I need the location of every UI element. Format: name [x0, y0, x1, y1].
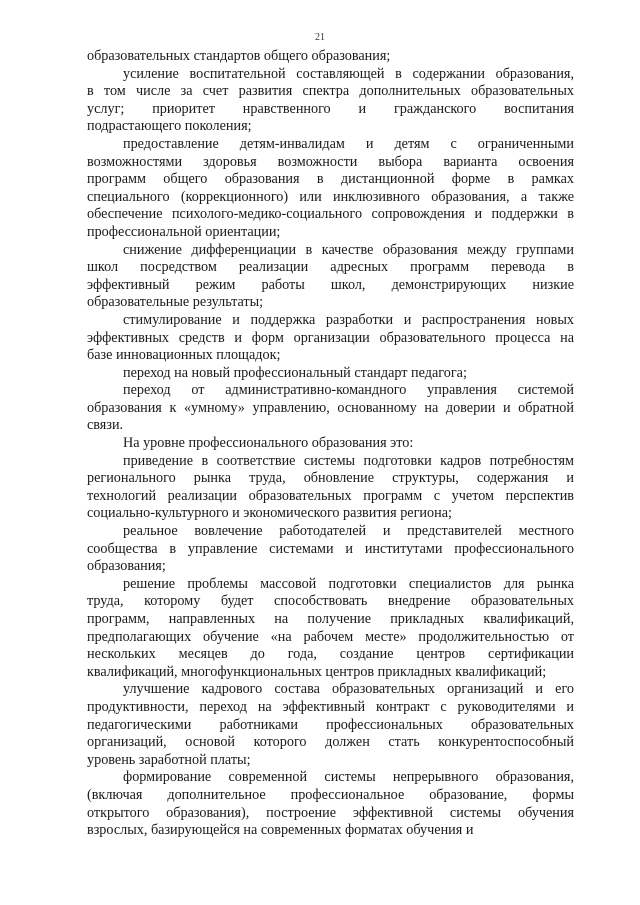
text-line: переход на новый профессиональный стандарт педагога;	[123, 364, 467, 381]
text-line: взрослых, базирующейся на современных форматах обучения и	[87, 822, 474, 839]
text-line: базе инновационных площадок;	[87, 347, 281, 364]
text-line: образовательные результаты;	[87, 294, 264, 311]
text-line: программ общего образования в дистанционной форме в рамках	[87, 171, 574, 188]
text-line: переход от административно-командного управления системой	[123, 382, 574, 399]
text-line: организаций, основой которого должен стать конкурентоспособный	[87, 734, 574, 751]
text-line: в том числе за счет развития спектра дополнительных образовательных	[87, 83, 574, 100]
text-line: формирование современной системы непрерывного образования,	[123, 769, 574, 786]
text-line: труда, которому будет способствовать внедрение образовательных	[87, 593, 574, 610]
text-line: связи.	[87, 417, 124, 434]
text-line: эффективный режим работы школ, демонстрирующих низкие	[87, 276, 574, 293]
paragraph	[87, 681, 574, 769]
text-line: уровень заработной платы;	[87, 751, 251, 768]
text-line: образования;	[87, 558, 166, 575]
paragraph	[87, 576, 574, 682]
text-line: программ, направленных на получение прикладных квалификаций,	[87, 611, 574, 627]
text-line: образовательных стандартов общего образования;	[87, 48, 391, 64]
paragraph	[87, 382, 574, 435]
text-line: сообщества в управление системами и институтами профессионального	[87, 540, 574, 557]
text-line: социально-культурного и экономического развития региона;	[87, 505, 452, 522]
text-line: квалификаций, многофункциональных центров прикладных квалификаций;	[87, 663, 547, 680]
text-line: (включая дополнительное профессиональное образование, формы	[87, 786, 574, 803]
text-line: возможностями здоровья возможности выбора варианта освоения	[87, 153, 574, 170]
text-line: профессиональной ориентации;	[87, 223, 281, 240]
text-line: снижение дифференциации в качестве образования между группами	[123, 241, 574, 258]
text-line: образования к «умному» управлению, основанному на доверии и обратной	[87, 399, 574, 416]
text-line: приведение в соответствие системы подготовки кадров потребностям	[123, 452, 574, 469]
paragraph	[87, 48, 574, 66]
page-number: 21	[315, 32, 325, 43]
text-line: эффективных средств и форм организации образовательного процесса на	[87, 329, 574, 346]
paragraph	[87, 312, 574, 365]
text-line: услуг; приоритет нравственного и гражданского воспитания	[87, 100, 574, 117]
text-line: усиление воспитательной составляющей в содержании образования,	[123, 65, 574, 82]
text-line: технологий реализации образовательных программ с учетом перспектив	[87, 487, 574, 504]
text-line: регионального рынка труда, обновление структуры, содержания и	[87, 470, 574, 487]
paragraph	[87, 453, 574, 523]
text-line: открытого образования), построение эффективной системы обучения	[87, 804, 574, 821]
paragraph	[87, 66, 574, 136]
paragraph	[87, 769, 574, 839]
text-line: предполагающих обучение «на рабочем месте» продолжительностью от	[87, 628, 574, 645]
text-line: продуктивности, переход на эффективный контракт с руководителями и	[87, 698, 574, 715]
paragraph	[87, 136, 574, 242]
text-line: На уровне профессионального образования это:	[123, 435, 414, 452]
text-line: нескольких месяцев до года, создание центров сертификации	[87, 646, 574, 663]
text-line: предоставление детям-инвалидам и детям с ограниченными	[123, 135, 574, 152]
text-line: специального (коррекционного) или инклюзивного образования, а также	[87, 188, 574, 205]
text-line: школ посредством реализации адресных программ перевода в	[87, 259, 574, 276]
paragraph	[87, 365, 574, 383]
text-line: подрастающего поколения;	[87, 118, 252, 135]
document-body	[87, 48, 574, 840]
paragraph	[87, 242, 574, 312]
paragraph	[87, 523, 574, 576]
text-line: решение проблемы массовой подготовки специалистов для рынка	[123, 575, 574, 592]
text-line: реальное вовлечение работодателей и представителей местного	[123, 523, 574, 540]
text-line: педагогическими работниками профессиональных образовательных	[87, 716, 574, 733]
text-line: улучшение кадрового состава образовательных организаций и его	[123, 681, 574, 698]
text-line: стимулирование и поддержка разработки и распространения новых	[123, 311, 574, 328]
text-line: обеспечение психолого-медико-социального сопровождения и поддержки в	[87, 206, 574, 223]
paragraph	[87, 435, 574, 453]
